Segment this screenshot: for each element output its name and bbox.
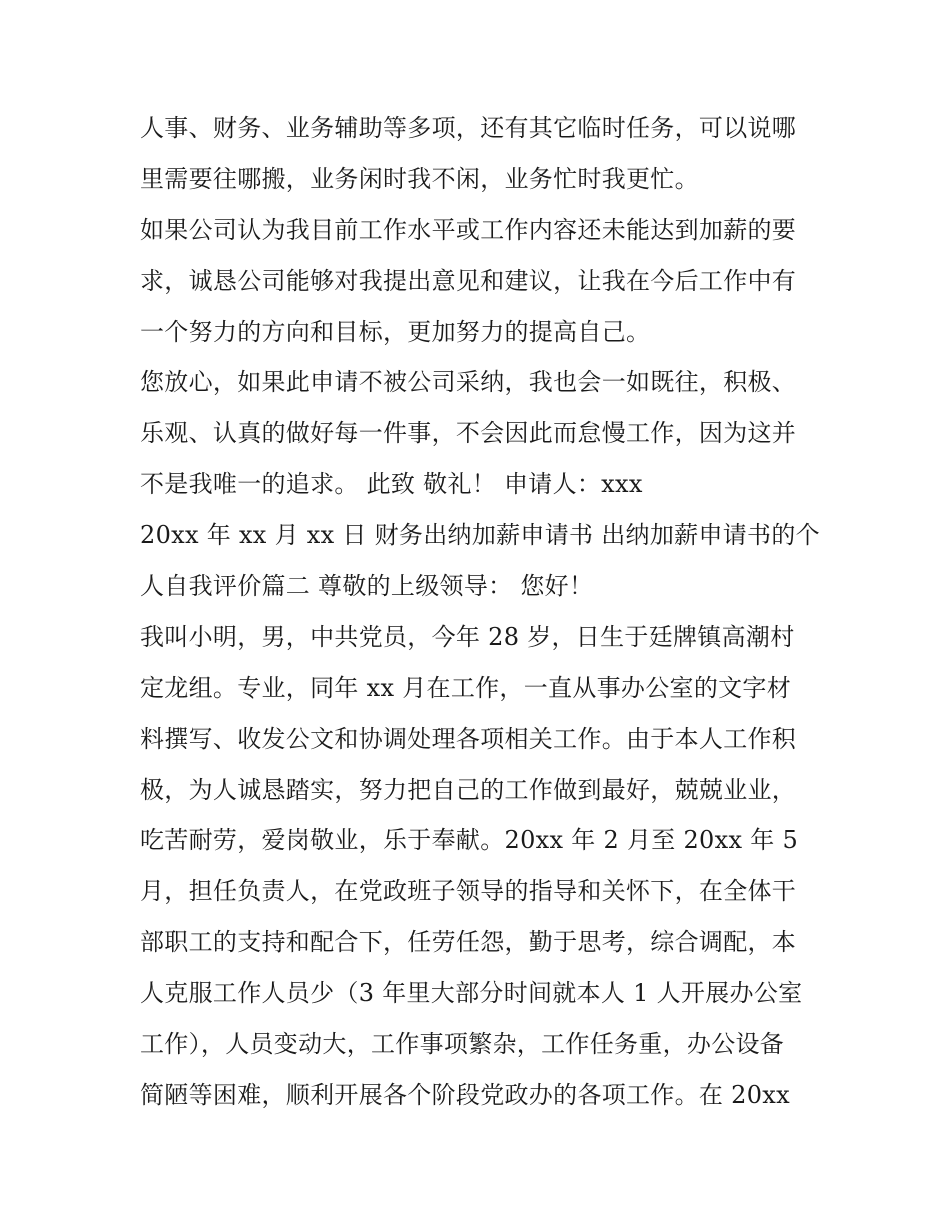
text-line: 一个努力的方向和目标，更加努力的提高自己。 — [140, 317, 651, 346]
text-line: 极，为人诚恳踏实，努力把自己的工作做到最好，兢兢业业， — [140, 775, 797, 804]
document-body — [140, 103, 820, 1121]
text-line: 我叫小明，男，中共党员，今年 28 岁，日生于廷牌镇高潮村 — [140, 622, 795, 651]
text-line: 工作），人员变动大，工作事项繁杂，工作任务重，办公设备 — [140, 1030, 785, 1059]
text-line: 吃苦耐劳，爱岗敬业，乐于奉献。20xx 年 2 月至 20xx 年 5 — [140, 826, 799, 855]
text-line: 人自我评价篇二 尊敬的上级领导： 您好！ — [140, 572, 594, 601]
text-line: 不是我唯一的追求。 此致 敬礼！ 申请人：xxx — [140, 470, 643, 499]
text-line: 人事、财务、业务辅助等多项，还有其它临时任务，可以说哪 — [140, 114, 797, 142]
text-line: 里需要往哪搬，业务闲时我不闲，业务忙时我更忙。 — [140, 164, 699, 193]
text-line: 料撰写、收发公文和协调处理各项相关工作。由于本人工作积 — [140, 724, 797, 753]
text-line: 人克服工作人员少（3 年里大部分时间就本人 1 人开展办公室 — [140, 979, 803, 1008]
text-line: 您放心，如果此申请不被公司采纳，我也会一如既往，积极、 — [140, 368, 797, 397]
text-line: 乐观、认真的做好每一件事，不会因此而怠慢工作，因为这并 — [140, 419, 797, 448]
text-line: 月，担任负责人，在党政班子领导的指导和关怀下，在全体干 — [140, 877, 797, 906]
text-line: 定龙组。专业，同年 xx 月在工作，一直从事办公室的文字材 — [140, 673, 792, 702]
text-line: 如果公司认为我目前工作水平或工作内容还未能达到加薪的要 — [140, 215, 797, 244]
text-line: 求，诚恳公司能够对我提出意见和建议，让我在今后工作中有 — [140, 266, 797, 295]
text-line: 简陋等困难，顺利开展各个阶段党政办的各项工作。在 20xx — [140, 1080, 790, 1109]
text-line: 部职工的支持和配合下，任劳任怨，勤于思考，综合调配，本 — [140, 928, 797, 957]
text-line: 20xx 年 xx 月 xx 日 财务出纳加薪申请书 出纳加薪申请书的个 — [140, 521, 820, 550]
